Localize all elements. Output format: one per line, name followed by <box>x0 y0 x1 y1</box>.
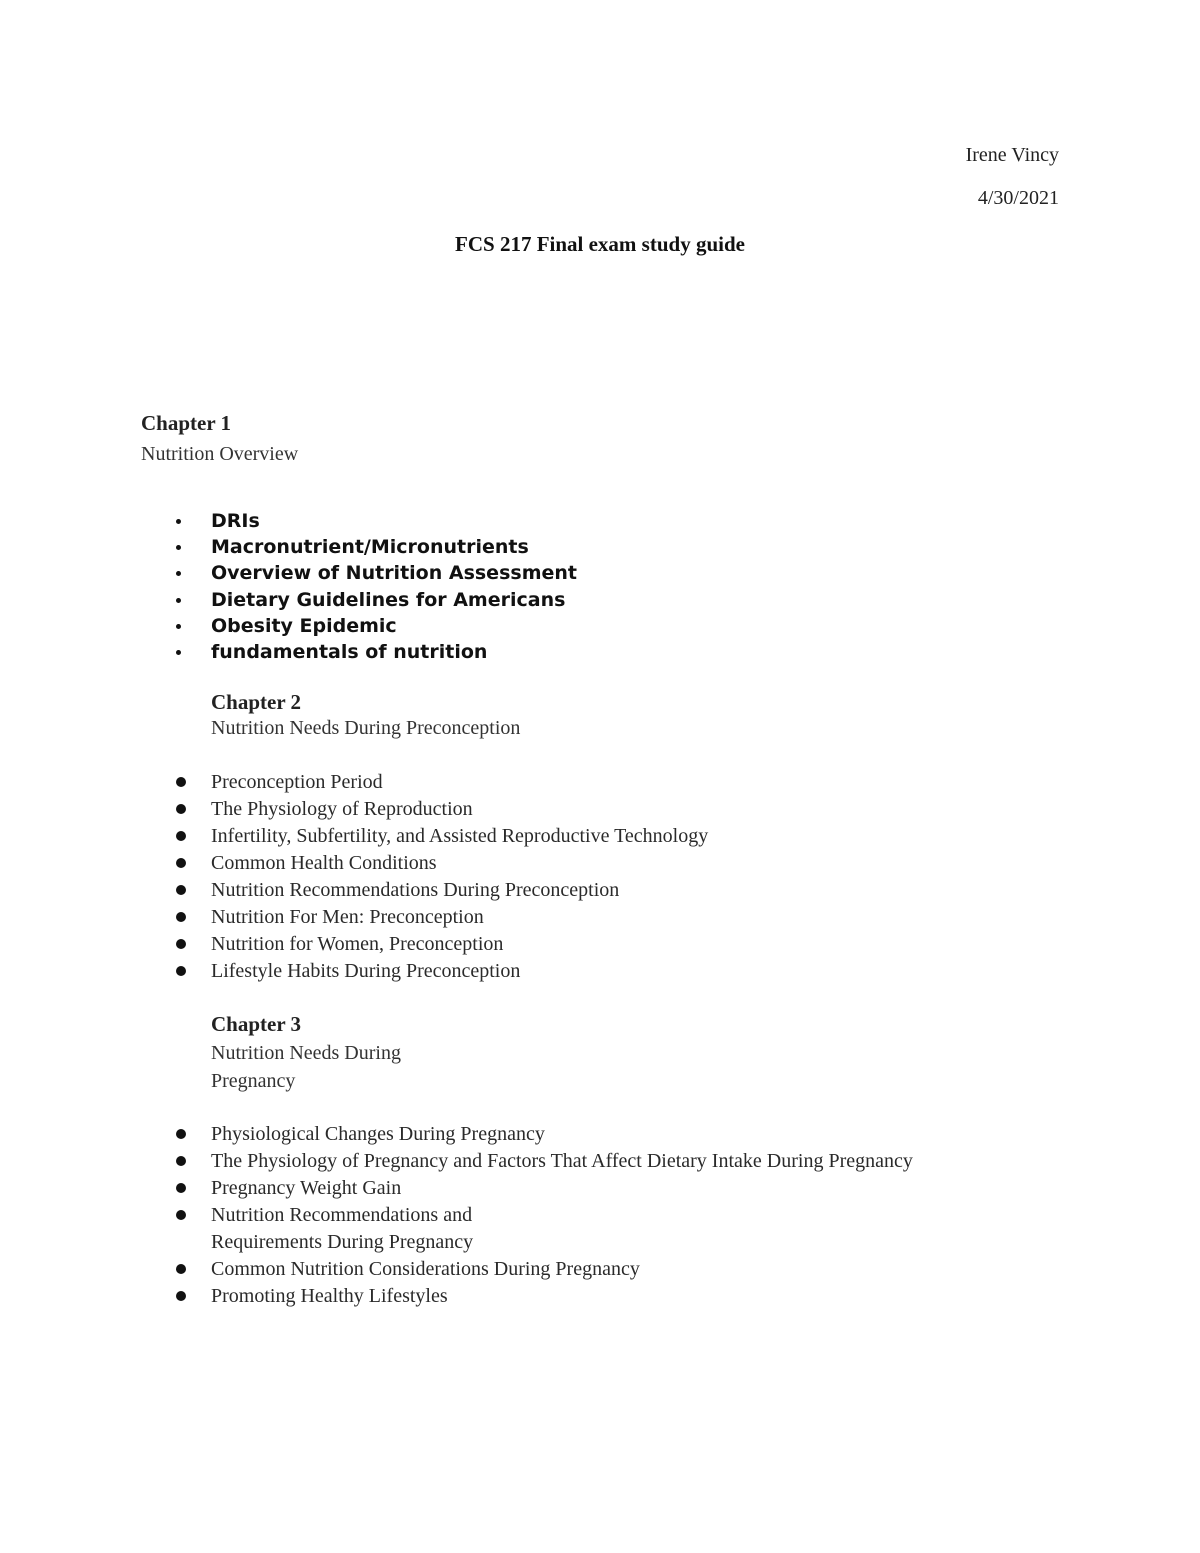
author-name: Irene Vincy <box>965 144 1059 166</box>
list-item-continuation <box>141 1229 913 1256</box>
chapter-1-topic-list <box>141 508 577 665</box>
bullet-icon <box>176 624 181 629</box>
list-item <box>141 796 708 823</box>
document-date: 4/30/2021 <box>977 187 1059 209</box>
list-item-text: Lifestyle Habits During Preconception <box>211 960 521 982</box>
list-item <box>141 560 577 586</box>
list-item-text: Nutrition Recommendations and <box>211 1204 473 1226</box>
bullet-icon <box>176 804 186 814</box>
list-item-text: Nutrition For Men: Preconception <box>211 906 484 928</box>
list-item <box>141 1202 913 1229</box>
list-item-text: Infertility, Subfertility, and Assisted Reproductive Technology <box>211 825 709 847</box>
bullet-icon <box>176 598 181 603</box>
list-item <box>141 587 577 613</box>
list-item-text: Physiological Changes During Pregnancy <box>211 1123 545 1145</box>
bullet-icon <box>176 1264 186 1274</box>
list-item <box>141 534 577 560</box>
list-item <box>141 1121 913 1148</box>
list-item <box>141 823 708 850</box>
list-item-text: DRIs <box>211 510 260 532</box>
list-item <box>141 1175 913 1202</box>
list-item-text: The Physiology of Pregnancy and Factors That Affect Dietary Intake During Pregnancy <box>211 1150 913 1172</box>
list-item <box>141 850 708 877</box>
bullet-icon <box>176 650 181 655</box>
chapter-2-topic-list <box>141 769 708 985</box>
bullet-icon <box>176 912 186 922</box>
list-item-text: Requirements During Pregnancy <box>211 1231 474 1253</box>
bullet-icon <box>176 545 181 550</box>
list-item <box>141 931 708 958</box>
list-item <box>141 958 708 985</box>
bullet-icon <box>176 858 186 868</box>
list-item <box>141 639 577 665</box>
list-item-text: Obesity Epidemic <box>211 614 397 637</box>
document-title: FCS 217 Final exam study guide <box>455 232 745 256</box>
list-item <box>141 877 708 904</box>
list-item <box>141 769 708 796</box>
list-item-text: Nutrition for Women, Preconception <box>211 933 504 955</box>
list-item-text: Overview of Nutrition Assessment <box>211 562 577 585</box>
chapter-3-topic-list <box>141 1121 913 1310</box>
chapter-1-heading: Chapter 1 <box>141 411 232 435</box>
list-item-text: Common Health Conditions <box>211 852 437 874</box>
bullet-icon <box>176 1129 186 1139</box>
chapter-3-heading: Chapter 3 <box>211 1012 302 1036</box>
list-item-text: fundamentals of nutrition <box>211 641 488 664</box>
list-item-text: The Physiology of Reproduction <box>211 798 473 820</box>
list-item-text: Common Nutrition Considerations During Pregnancy <box>211 1258 640 1280</box>
chapter-2-subtitle: Nutrition Needs During Preconception <box>211 717 521 739</box>
list-item-text: Preconception Period <box>211 771 383 793</box>
list-item <box>141 1256 913 1283</box>
list-item-text: Promoting Healthy Lifestyles <box>211 1285 448 1307</box>
chapter-3-subtitle-line-1: Nutrition Needs During <box>211 1042 401 1064</box>
list-item <box>141 904 708 931</box>
chapter-1-subtitle: Nutrition Overview <box>141 443 299 465</box>
list-item-text: Dietary Guidelines for Americans <box>211 588 566 611</box>
list-item-text: Nutrition Recommendations During Preconception <box>211 879 620 901</box>
bullet-icon <box>176 939 186 949</box>
bullet-icon <box>176 831 186 841</box>
bullet-icon <box>176 571 181 576</box>
list-item-text: Macronutrient/Micronutrients <box>211 536 529 559</box>
list-item <box>141 1283 913 1310</box>
bullet-icon <box>176 519 181 524</box>
bullet-icon <box>176 1210 186 1220</box>
chapter-3-subtitle-line-2: Pregnancy <box>211 1070 296 1092</box>
bullet-icon <box>176 1291 186 1301</box>
list-item <box>141 1148 913 1175</box>
list-item-text: Pregnancy Weight Gain <box>211 1177 402 1199</box>
bullet-icon <box>176 777 186 787</box>
list-item <box>141 508 577 534</box>
list-item <box>141 613 577 639</box>
bullet-icon <box>176 885 186 895</box>
chapter-2-heading: Chapter 2 <box>211 690 302 714</box>
bullet-icon <box>176 1156 186 1166</box>
bullet-icon <box>176 966 186 976</box>
bullet-icon <box>176 1183 186 1193</box>
